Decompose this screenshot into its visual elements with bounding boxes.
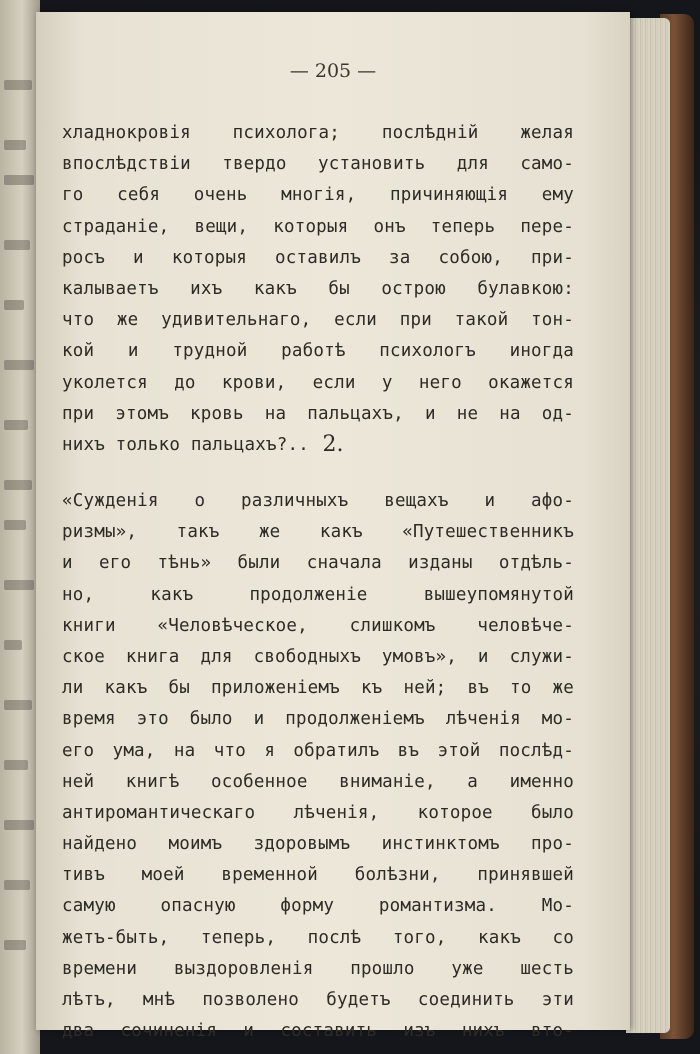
- text-line: калываетъ ихъ какъ бы острою булавкою:: [62, 278, 574, 299]
- text-line: кой и трудной работѣ психологъ иногда: [62, 341, 574, 362]
- text-line: его ума, на что я обратилъ въ этой послѣд-: [62, 740, 574, 761]
- text-line: и его тѣнь» были сначала изданы отдѣль-: [62, 553, 574, 574]
- text-line: впослѣдствіи твердо установить для само-: [62, 154, 574, 175]
- text-line: но, какъ продолженіе вышеупомянутой: [62, 584, 574, 605]
- text-line: росъ и которыя оставилъ за собою, при-: [62, 247, 574, 268]
- text-line: ское книга для свободныхъ умовъ», и служи-: [62, 646, 574, 667]
- text-line: «Сужденія о различныхъ вещахъ и афо-: [62, 491, 574, 511]
- book-page: [36, 12, 630, 1042]
- paragraph-2: [62, 486, 574, 1047]
- text-line: найдено моимъ здоровымъ инстинктомъ про-: [62, 834, 574, 855]
- text-line: хладнокровія психолога; послѣдній желая: [62, 123, 574, 143]
- text-line: ли какъ бы приложеніемъ къ ней; въ то же: [62, 678, 574, 699]
- text-line: жетъ-быть, теперь, послѣ того, какъ со: [62, 927, 574, 948]
- text-line: ней книгѣ особенное вниманіе, а именно: [62, 771, 574, 792]
- text-line: самую опасную форму романтизма. Мо-: [62, 896, 574, 917]
- section-number: 2.: [322, 432, 344, 457]
- text-line: ризмы», такъ же какъ «Путешественникъ: [62, 522, 574, 543]
- text-line: нихъ только пальцахъ?..: [62, 434, 309, 455]
- text-line: что же удивительнаго, если при такой тон-: [62, 310, 574, 331]
- page-stack: [626, 18, 670, 1033]
- page-number: — 205 —: [289, 60, 377, 82]
- previous-page-edge: [0, 0, 40, 1054]
- text-line: го себя очень многія, причиняющія ему: [62, 185, 574, 206]
- text-line: антиромантическаго лѣченія, которое было: [62, 802, 574, 823]
- text-line: страданіе, вещи, которыя онъ теперь перe-: [62, 216, 574, 237]
- text-line: уколется до крови, если у него окажется: [62, 372, 574, 393]
- text-line: тивъ моей временной болѣзни, принявшей: [62, 865, 574, 886]
- text-line: лѣтъ, мнѣ позволено будетъ соединить эти: [62, 990, 574, 1010]
- text-line: книги «Человѣческое, слишкомъ человѣче-: [62, 615, 574, 636]
- text-line: при этомъ кровь на пальцахъ, и не на од-: [62, 403, 574, 424]
- text-line: время это было и продолженіемъ лѣченія мо-: [62, 709, 574, 730]
- text-line: два сочиненія и составить изъ нихъ вто-: [62, 1021, 574, 1042]
- text-line: времени выздоровленія прошло уже шесть: [62, 958, 574, 979]
- paragraph-1: [62, 118, 574, 461]
